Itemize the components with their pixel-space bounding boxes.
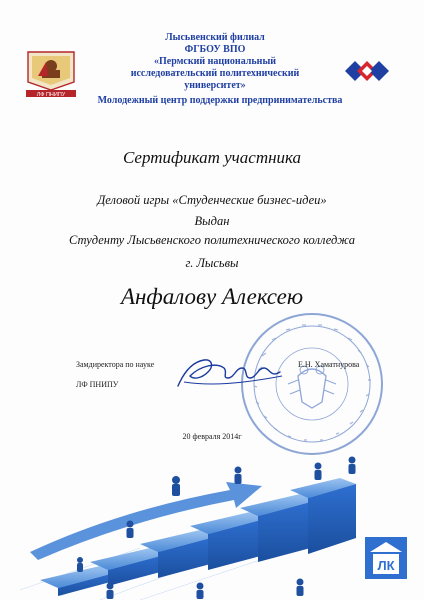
signer-position-line1: Замдиректора по науке [76, 360, 155, 369]
certificate-title: Сертификат участника [122, 148, 302, 167]
handwritten-signature [170, 352, 290, 394]
header-institution-line3: «Пермский национальный [153, 56, 277, 67]
business-staircase-illustration [0, 440, 424, 600]
signer-name: Е.Н. Хаматнурова [298, 360, 360, 369]
college-logo-letters: ЛК [377, 558, 395, 573]
issued-label: Выдан [194, 214, 230, 228]
crest-label: ЛФ ПНИПУ [36, 92, 66, 98]
header-center-name: Молодежный центр поддержки предпринимательства [97, 95, 343, 106]
recipient-city: г. Лысьвы [185, 256, 239, 270]
college-logo [364, 536, 408, 580]
recipient-name: Анфалову Алексею [120, 284, 304, 309]
header-institution-line1: Лысьвенский филиал [165, 32, 265, 43]
signer-position-line2: ЛФ ПНИПУ [76, 380, 119, 389]
event-name: Деловой игры «Студенческие бизнес-идеи» [97, 193, 327, 207]
header-institution-line5: университет» [184, 80, 246, 91]
header-institution-line4: исследовательский политехнический [130, 68, 300, 79]
recipient-group: Студенту Лысьвенского политехнического колледжа [69, 233, 355, 247]
issue-date: 20 февраля 2014г [182, 432, 242, 441]
university-crest-logo [24, 46, 78, 98]
header-institution-line2: ФГБОУ ВПО [184, 44, 246, 55]
